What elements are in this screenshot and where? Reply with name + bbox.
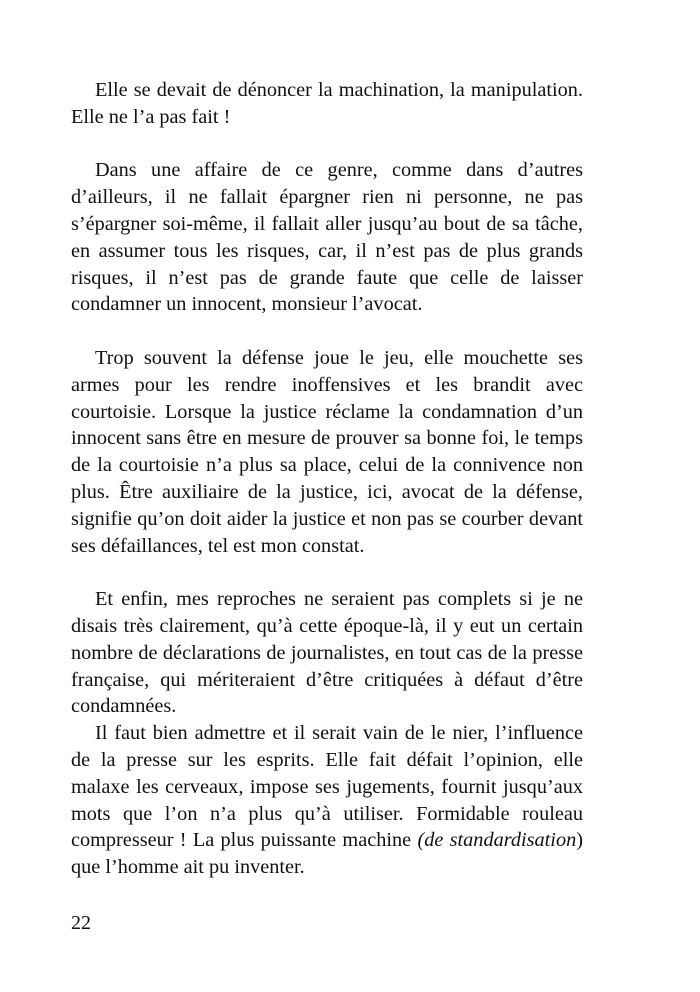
paragraph-2: Dans une affaire de ce genre, comme dans d’autres d’ailleurs, il ne fallait épargner rien ni personne, ne pas s’épargner soi-même, il fallait aller jusqu’au bout de sa tâche, en assumer tous les risques, car, il n’est pas de plus grands risques, il n’est pas de grande faute que celle de laisser condamner un innocent, monsieur l’avocat.	[71, 159, 583, 316]
page-number: 22	[71, 912, 91, 934]
paragraph-5-text-start: Il faut bien admettre et il serait vain de le nier, l’influence de la presse sur les esprits. Elle fait défait l’opinion, elle malaxe les cerveaux, impose ses jugements, fournit jusqu’aux mots que l’on n’a plus qu’à utiliser. Formidable rouleau compresseur ! La plus puissante machine	[71, 722, 583, 852]
paragraph-5-text-end: ) que l’homme ait pu inventer.	[71, 829, 583, 879]
paragraph-5-italic-text: (de standardisation	[417, 829, 577, 852]
paragraph-4: Et enfin, mes reproches ne seraient pas complets si je ne disais très clairement, qu’à cette époque-là, il y eut un certain nombre de déclarations de journalistes, en tout cas de la presse française, qui mériteraient d’être critiquées à défaut d’être condamnées.	[71, 588, 583, 718]
paragraph-1: Elle se devait de dénoncer la machination, la manipulation. Elle ne l’a pas fait !	[71, 79, 583, 128]
page-body	[71, 77, 583, 881]
paragraph-5	[71, 720, 583, 881]
paragraph-3: Trop souvent la défense joue le jeu, elle mouchette ses armes pour les rendre inoffensives et les brandit avec courtoisie. Lorsque la justice réclame la condamnation d’un innocent sans être en mesure de prouver sa bonne foi, le temps de la courtoisie n’a plus sa place, celui de la connivence non plus. Être auxiliaire de la justice, ici, avocat de la défense, signifie qu’on doit aider la justice et non pas se courber devant ses défaillances, tel est mon constat.	[71, 346, 583, 557]
